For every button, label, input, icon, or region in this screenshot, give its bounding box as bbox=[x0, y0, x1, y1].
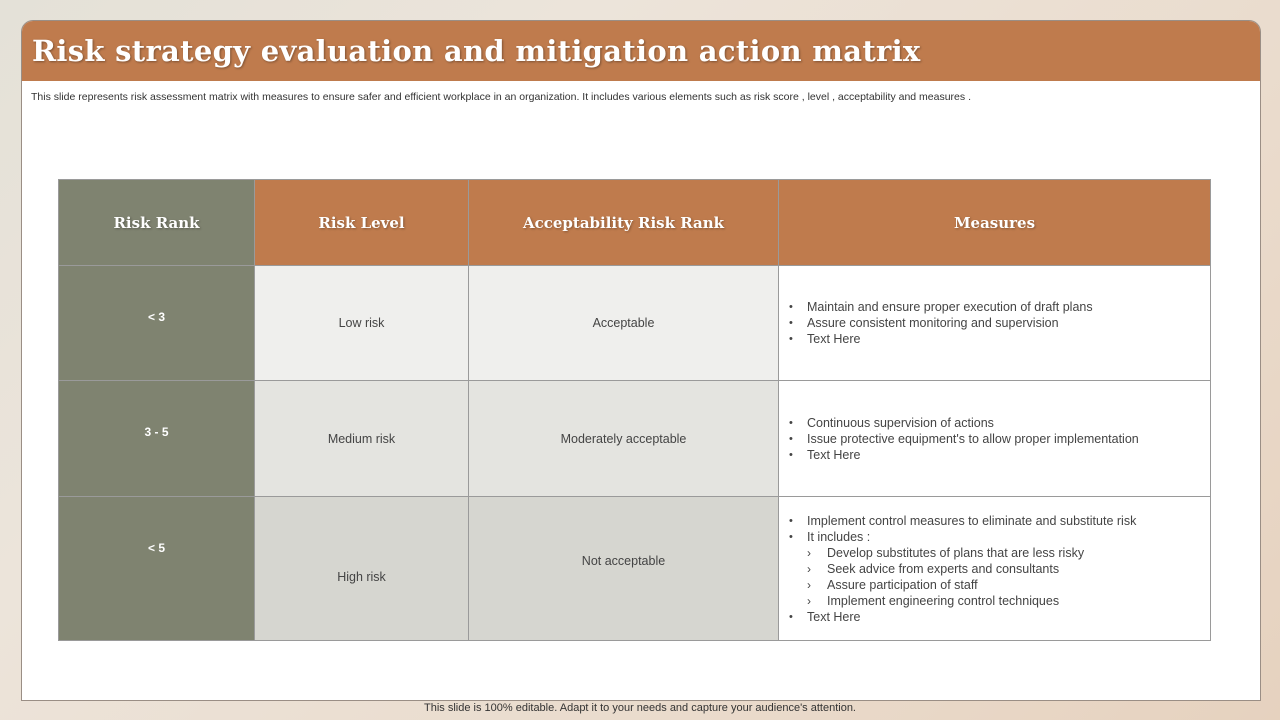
header-acceptability: Acceptability Risk Rank bbox=[469, 180, 779, 266]
acceptability-cell: Acceptable bbox=[469, 266, 779, 381]
list-item: • Text Here bbox=[789, 447, 1210, 463]
measures-cell bbox=[779, 381, 1211, 497]
acceptability-cell: Moderately acceptable bbox=[469, 381, 779, 497]
sub-measures-list bbox=[807, 545, 1210, 609]
measures-cell bbox=[779, 497, 1211, 641]
header-risk-level: Risk Level bbox=[255, 180, 469, 266]
list-item: • Continuous supervision of actions bbox=[789, 415, 1210, 431]
sub-list-item: › Develop substitutes of plans that are less risky bbox=[807, 545, 1210, 561]
acceptability-cell: Not acceptable bbox=[469, 497, 779, 641]
slide-subtitle: This slide represents risk assessment matrix with measures to ensure safer and efficient workplace in an organization. It includes various elements such as risk score , level , acceptability and measures . bbox=[31, 91, 971, 103]
table-row bbox=[59, 266, 1211, 381]
list-item bbox=[789, 529, 1210, 609]
sub-list-item: › Assure participation of staff bbox=[807, 577, 1210, 593]
sub-list-item: › Implement engineering control techniques bbox=[807, 593, 1210, 609]
list-item: • Assure consistent monitoring and supervision bbox=[789, 315, 1210, 331]
header-measures: Measures bbox=[779, 180, 1211, 266]
list-item: • Maintain and ensure proper execution of draft plans bbox=[789, 299, 1210, 315]
list-item: • Text Here bbox=[789, 609, 1210, 625]
table-row bbox=[59, 497, 1211, 641]
list-item: • Issue protective equipment's to allow proper implementation bbox=[789, 431, 1210, 447]
risk-level-cell: Medium risk bbox=[255, 381, 469, 497]
title-bar bbox=[22, 21, 1260, 81]
risk-rank-cell: 3 - 5 bbox=[59, 381, 255, 497]
list-item: • Text Here bbox=[789, 331, 1210, 347]
measures-list bbox=[789, 513, 1210, 625]
header-risk-rank: Risk Rank bbox=[59, 180, 255, 266]
measures-list bbox=[789, 415, 1210, 463]
footer-note: This slide is 100% editable. Adapt it to your needs and capture your audience's attention. bbox=[424, 702, 856, 714]
risk-rank-cell: < 3 bbox=[59, 266, 255, 381]
risk-rank-cell: < 5 bbox=[59, 497, 255, 641]
list-item-label: It includes : bbox=[807, 529, 871, 544]
risk-matrix-table bbox=[58, 179, 1211, 641]
risk-level-cell: Low risk bbox=[255, 266, 469, 381]
slide bbox=[21, 20, 1261, 701]
table-header-row bbox=[59, 180, 1211, 266]
list-item: • Implement control measures to eliminate and substitute risk bbox=[789, 513, 1210, 529]
table-row bbox=[59, 381, 1211, 497]
measures-list bbox=[789, 299, 1210, 347]
sub-list-item: › Seek advice from experts and consultants bbox=[807, 561, 1210, 577]
slide-title: Risk strategy evaluation and mitigation action matrix bbox=[32, 34, 921, 68]
measures-cell bbox=[779, 266, 1211, 381]
risk-level-cell: High risk bbox=[255, 497, 469, 641]
